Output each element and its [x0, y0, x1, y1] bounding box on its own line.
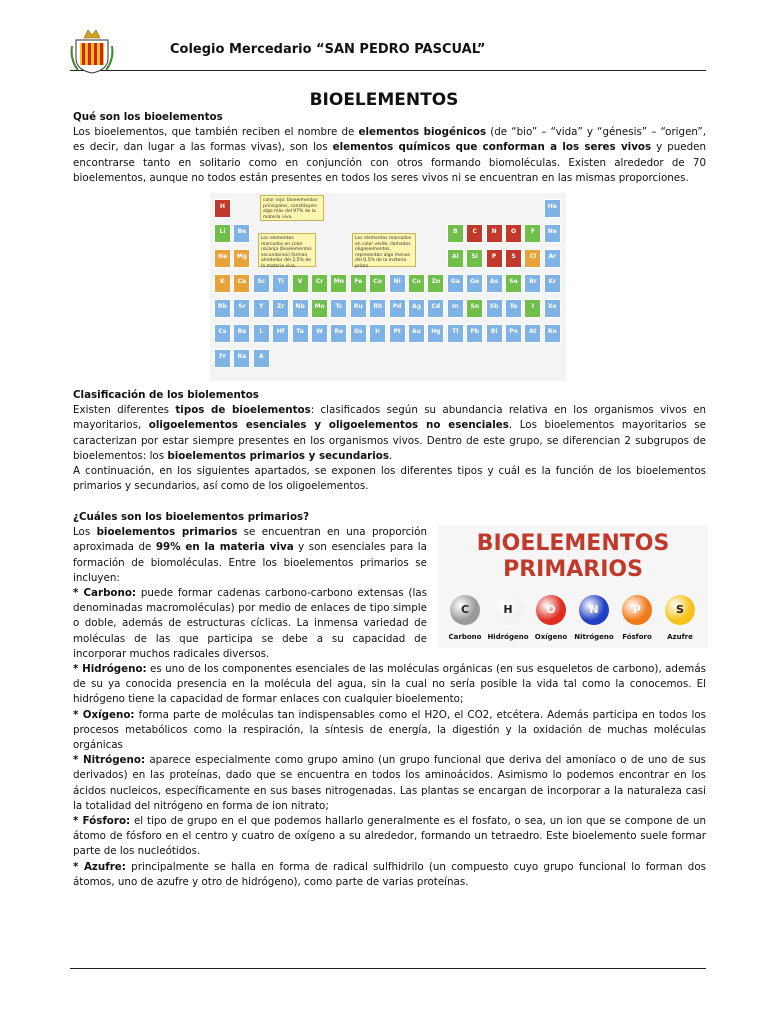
element-cell: Co — [369, 274, 386, 293]
element-cell: K — [214, 274, 231, 293]
element-cell: Ir — [369, 324, 386, 343]
element-cell: Y — [253, 299, 270, 318]
element-cell: Xe — [544, 299, 561, 318]
note-red: color rojo: bioelementos principales, constituyen algo más del 97% de la materia viva. — [260, 195, 324, 221]
element-cell: N — [486, 224, 503, 243]
element-cell: H — [214, 199, 231, 218]
element-cell: As — [486, 274, 503, 293]
element-cell: Sr — [233, 299, 250, 318]
element-cell: Al — [447, 249, 464, 268]
element-cell: L — [253, 324, 270, 343]
element-name: Hidrógeno — [487, 633, 529, 641]
element-cell: Ca — [233, 274, 250, 293]
paragraph-fosforo: * Fósforo: el tipo de grupo en el que podemos hallarlo generalmente es el fosfato, o sea, un ion que se compone de un átomo de fósforo en el centro y cuatro de oxígeno a su alrededor, formando un tetraedro. Este bioelemento suele formar parte de los nucleótidos. — [73, 815, 707, 858]
paragraph-oxigeno: * Oxígeno: forma parte de moléculas tan indispensables como el H2O, el CO2, etcétera. Además participa en todos los procesos metabólicos como la respiración, la síntesis de energía, la digestión y la oxidación de muchas moléculas orgánicas — [73, 708, 706, 752]
section-heading: Clasificación de los biolementos — [73, 389, 259, 401]
element-ball-N: N — [579, 595, 609, 625]
element-cell: Ga — [447, 274, 464, 293]
element-name: Oxígeno — [534, 633, 568, 641]
note-orange: Los elementos marcados en color naranja (bioelementos secundarios) forman alrededor del 2,5% de la materia viva. — [258, 233, 316, 267]
note-green: Los elementos marcados en color verde, llamados oligoelementos, representan algo menos del 0,5% de la materia prima. — [352, 233, 416, 267]
element-cell: Ar — [544, 249, 561, 268]
element-cell: Fe — [350, 274, 367, 293]
element-cell: F — [524, 224, 541, 243]
element-cell: Po — [505, 324, 522, 343]
page-header — [70, 26, 706, 71]
section-heading: Qué son los bioelementos — [73, 111, 223, 123]
element-cell: A — [253, 349, 270, 368]
element-cell: Cs — [214, 324, 231, 343]
element-cell: Pt — [389, 324, 406, 343]
element-cell: Be — [233, 224, 250, 243]
element-ball-S: S — [665, 595, 695, 625]
element-ball-C: C — [450, 595, 480, 625]
element-cell: Cr — [311, 274, 328, 293]
element-cell: Au — [408, 324, 425, 343]
element-cell: Si — [466, 249, 483, 268]
element-cell: S — [505, 249, 522, 268]
element-cell: Mn — [330, 274, 347, 293]
section-primarios-list — [73, 662, 706, 890]
element-cell: Ru — [350, 299, 367, 318]
element-cell: Sn — [466, 299, 483, 318]
element-ball-P: P — [622, 595, 652, 625]
paragraph-carbono: * Carbono: puede formar cadenas carbono-carbono extensas (las denominadas macromoléculas) por medio de enlaces de tipo simple o doble, además de estructuras cíclicas. La inmensa variedad de moléculas de las que participa se debe a su capacidad de incorporar muchos radicales diversos. — [73, 587, 427, 660]
element-cell: Li — [214, 224, 231, 243]
element-cell: Rb — [214, 299, 231, 318]
element-cell: Zr — [272, 299, 289, 318]
element-cell: Te — [505, 299, 522, 318]
primarios-image — [438, 525, 708, 648]
paragraph: Los bioelementos primarios se encuentran en una proporción aproximada de 99% en la materia viva y son esenciales para la formación de biomoléculas. Entre los bioelementos primarios se incluyen: — [73, 526, 427, 584]
paragraph-azufre: * Azufre: principalmente se halla en forma de radical sulfhidrilo (un compuesto cuyo grupo funcional lo forman dos átomos, uno de azufre y otro de hidrógeno), como parte de varias proteínas. — [73, 860, 707, 888]
element-cell: Se — [505, 274, 522, 293]
element-cell: Rn — [544, 324, 561, 343]
element-cell: Sb — [486, 299, 503, 318]
element-ball-O: O — [536, 595, 566, 625]
section-que-son — [73, 110, 706, 186]
element-cell: Ti — [272, 274, 289, 293]
element-cell: Ba — [233, 324, 250, 343]
element-cell: Nb — [292, 299, 309, 318]
element-cell: O — [505, 224, 522, 243]
element-cell: Bi — [486, 324, 503, 343]
element-cell: Fr — [214, 349, 231, 368]
element-cell: P — [486, 249, 503, 268]
element-cell: C — [466, 224, 483, 243]
paragraph: A continuación, en los siguientes apartados, se exponen los diferentes tipos y cuál es la función de los bioelementos primarios y secundarios, así como de los oligoelementos. — [73, 465, 706, 493]
paragraph-nitrogeno: * Nitrógeno: aparece especialmente como grupo amino (un grupo funcional que deriva del amoníaco o de uno de sus derivados) en las proteínas, dado que se encuentra en todos los aminoácidos. Asimismo lo podemos encontrar en los ácidos nucleicos, específicamente en sus bases nitrogenadas. Las plantas se encargan de incorporar a la naturaleza casi la totalidad del nitrógeno en forma de ion nitrato; — [73, 754, 706, 812]
section-primarios-intro — [73, 510, 427, 662]
paragraph-hidrogeno: * Hidrógeno: es uno de los componentes esenciales de las moléculas orgánicas (en sus esqueletos de carbono), además de su ya conocida presencia en la molécula del agua, sin la cual no sería posible la vida tal como la conocemos. El hidrógeno tiene la capacidad de formar enlaces con cualquier bioelemento; — [73, 663, 706, 706]
element-cell: He — [544, 199, 561, 218]
element-ball-H: H — [493, 595, 523, 625]
element-cell: Ge — [466, 274, 483, 293]
element-cell: Br — [524, 274, 541, 293]
element-cell: Ta — [292, 324, 309, 343]
element-cell: Mg — [233, 249, 250, 268]
element-cell: Ra — [233, 349, 250, 368]
element-cell: Pb — [466, 324, 483, 343]
element-cell: Rh — [369, 299, 386, 318]
page-title: BIOELEMENTOS — [309, 90, 459, 110]
element-cell: Cd — [427, 299, 444, 318]
element-cell: Sc — [253, 274, 270, 293]
primarios-title-1: BIOELEMENTOS — [476, 531, 670, 556]
element-cell: Re — [330, 324, 347, 343]
element-cell: In — [447, 299, 464, 318]
element-cell: Hf — [272, 324, 289, 343]
element-cell: Os — [350, 324, 367, 343]
element-cell: Ag — [408, 299, 425, 318]
element-cell: W — [311, 324, 328, 343]
section-clasificacion — [73, 388, 706, 494]
element-cell: Cu — [408, 274, 425, 293]
element-cell: Ni — [389, 274, 406, 293]
school-crest-icon — [70, 26, 114, 74]
element-cell: I — [524, 299, 541, 318]
element-name: Fósforo — [622, 633, 652, 641]
element-cell: Na — [214, 249, 231, 268]
element-cell: Tl — [447, 324, 464, 343]
periodic-table-image — [210, 193, 566, 381]
element-cell: Hg — [427, 324, 444, 343]
school-name: Colegio Mercedario “SAN PEDRO PASCUAL” — [170, 42, 486, 57]
element-cell: Kr — [544, 274, 561, 293]
element-cell: V — [292, 274, 309, 293]
primarios-title-2: PRIMARIOS — [503, 557, 643, 582]
element-cell: B — [447, 224, 464, 243]
element-cell: Tc — [330, 299, 347, 318]
section-heading: ¿Cuáles son los bioelementos primarios? — [73, 511, 310, 523]
element-cell: Zn — [427, 274, 444, 293]
element-name: Carbono — [448, 633, 482, 641]
footer-line — [70, 968, 706, 969]
paragraph: Los bioelementos, que también reciben el nombre de elementos biogénicos (de “bio” – “vida” y “génesis” – “origen”, es decir, dan lugar a las formas vivas), son los elementos químicos que conforman a los seres vivos y pueden encontrarse tanto en solitario como en conjunción con otros formando biomoléculas. Existen alrededor de 70 bioelementos, aunque no todos están presentes en todos los seres vivos ni se encuentran en las mismas proporciones. — [73, 126, 707, 184]
element-name: Nitrógeno — [574, 633, 614, 641]
element-cell: Ne — [544, 224, 561, 243]
element-cell: Pd — [389, 299, 406, 318]
element-cell: Cl — [524, 249, 541, 268]
element-name: Azufre — [667, 633, 693, 641]
paragraph: Existen diferentes tipos de bioelementos: clasificados según su abundancia relativa en los organismos vivos en mayoritarios, oligoelementos esenciales y oligoelementos no esenciales. Los bioelementos mayoritarios se caracterizan por estar siempre presentes en los organismos vivos. Dentro de este grupo, se diferencian 2 subgrupos de bioelementos: los bioelementos primarios y secundarios. — [73, 404, 707, 462]
element-cell: At — [524, 324, 541, 343]
element-cell: Mo — [311, 299, 328, 318]
